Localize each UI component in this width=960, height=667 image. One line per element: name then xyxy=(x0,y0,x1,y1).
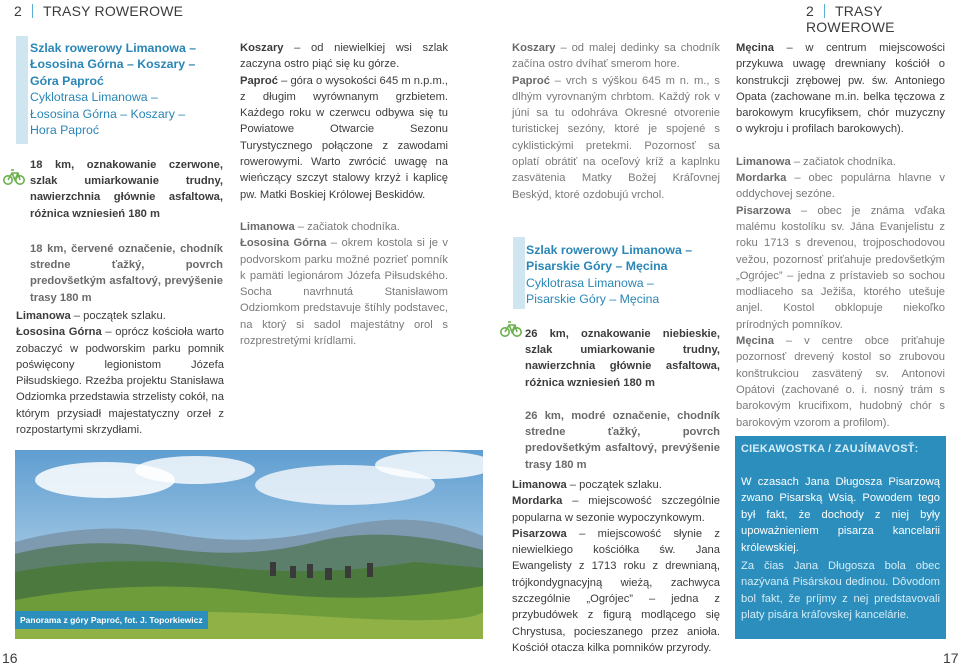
paragraph xyxy=(240,40,448,73)
route1-sk-text-col3 xyxy=(512,40,720,203)
place-name: Koszary xyxy=(512,42,556,54)
paragraph-text: – obec populárna hlavne v oddychovej sezóne. xyxy=(736,172,945,201)
place-name: Limanowa xyxy=(240,220,295,233)
paragraph-text: – miejscowość szczególnie popularna w sezonie wypoczynkowym. xyxy=(512,495,720,524)
route1-title-pl-line2: Łososina Górna – Koszary – xyxy=(30,57,196,72)
panorama-photo xyxy=(15,450,483,639)
route2-spec-sk: 26 km, modré označenie, chodník stredne ťažký, povrch predovšetkým asfaltový, prevýšenie trasy 180 m xyxy=(525,410,720,471)
route1-title-pl-line3: Góra Paproć xyxy=(30,73,104,88)
curiosity-text-sk: Za čias Jana Długosza bola obec nazývaná Pisárskou dedinou. Dôvodom bol fakt, že príjmy z nej predstavovali platy pisára kráľovskej kancelárie. xyxy=(741,560,940,622)
page-number-right: 17 xyxy=(943,650,959,666)
place-name: Koszary xyxy=(240,42,284,54)
route2-pl-text-col3 xyxy=(512,477,720,656)
paragraph xyxy=(512,526,720,656)
title-accent-bar xyxy=(513,237,525,309)
route1-pl-text-col1 xyxy=(16,308,224,450)
place-name: Paproć xyxy=(240,74,278,87)
paragraph-text: – oprócz kościoła warto zobaczyć w podworskim parku pomnik poświęcony legionistom Józefa Piłsudskiego. Rzeźba projektu Stanisława Odziomka przedstawia strzelisty cokół, na którym przysiadł majestatyczny orzeł z rozpostartymi skrzydłami. xyxy=(16,326,224,437)
place-name: Mordarka xyxy=(736,172,787,185)
right-chapter-title: TRASY ROWEROWE xyxy=(806,3,895,35)
place-name: Paproć xyxy=(512,74,550,87)
left-header xyxy=(14,3,183,19)
paragraph-text: – vrch s výškou 645 m n. m., s dlhým vyrovnaným chrbtom. Každý rok v júni sa tu odohráva Okresné otvorenie turistickej sezóny, ktoré je spojené s cyklistickými pretekmi. Pozornosť sa oplatí obrátiť na oceľový kríž a kaplnku zasvätenia Matky Božej Kráľovnej Beskýd, ktoré ozdobujú vrchol. xyxy=(512,74,720,201)
paragraph xyxy=(512,73,720,203)
route2-title-sk-line1: Cyklotrasa Limanowa – xyxy=(526,275,654,290)
place-name: Pisarzowa xyxy=(736,204,791,217)
header-divider xyxy=(32,4,33,18)
right-header xyxy=(806,3,960,35)
paragraph xyxy=(16,324,224,438)
header-divider xyxy=(824,4,825,18)
title-accent-bar xyxy=(16,36,28,144)
route1-spec-pl: 18 km, oznakowanie czerwone, szlak umiarkowanie trudny, nawierzchnia głównie asfaltowa, różnica wzniesień 180 m xyxy=(30,159,223,220)
place-name: Limanowa xyxy=(512,479,567,491)
route1-spec-sk: 18 km, červené označenie, chodník stredne ťažký, povrch predovšetkým asfaltový, prevýšenie trasy 180 m xyxy=(30,243,223,304)
paragraph xyxy=(736,203,945,333)
curiosity-label: CIEKAWOSTKA / ZAUJÍMAVOSŤ: xyxy=(741,443,919,455)
place-name: Mordarka xyxy=(512,495,563,508)
place-name: Łososina Górna xyxy=(16,326,102,339)
bicycle-icon xyxy=(2,164,26,188)
place-name: Łososina Górna xyxy=(240,237,327,250)
paragraph-text: – začiatok chodníka. xyxy=(294,220,400,233)
route2-pl-text-col4 xyxy=(736,40,945,431)
paragraph xyxy=(512,40,720,73)
place-name: Męcina xyxy=(736,42,774,54)
route2-spec-pl: 26 km, oznakowanie niebieskie, szlak umiarkowanie trudny, nawierzchnia głównie asfaltowa, różnica wzniesień 180 m xyxy=(525,328,720,389)
place-name: Pisarzowa xyxy=(512,527,567,540)
paragraph xyxy=(16,308,224,324)
paragraph xyxy=(240,219,448,235)
paragraph-text: – obec je známa vďaka malému kostolíku sv. Jána Evanjelistu z roku 1713 s drevenou, trojposchodovou vežou, pozornosť priťahuje predovšetkým „Ogrójec” – jedna z prístavieb so sochou modliaceho sa Ježiša, ktorého utešuje anjel. Kostol obklopuje niekoľko prírodných pomníkov. xyxy=(736,204,945,331)
paragraph-text: – začiatok chodníka. xyxy=(790,155,896,168)
paragraph-text: – początek szlaku. xyxy=(566,479,662,491)
route2-sk-text xyxy=(736,154,945,431)
place-name: Limanowa xyxy=(736,155,791,168)
paragraph xyxy=(736,154,945,170)
route2-title-pl-line1: Szlak rowerowy Limanowa – xyxy=(526,243,693,257)
route2-title xyxy=(526,242,726,308)
curiosity-text-pl: W czasach Jana Długosza Pisarzową zwano Pisarską Wsią. Powodem tego był fakt, że dochody z niej były upoważnieniem pisarza kancelarii królewskiej. xyxy=(741,476,940,554)
route1-title-sk-line2: Łososina Górna – Koszary – xyxy=(30,106,186,121)
paragraph-text: – początek szlaku. xyxy=(70,310,166,322)
route1-title xyxy=(30,40,230,138)
paragraph-text: – okrem kostola si je v podvorskom parku možné pozrieť pomník k pamäti legionárom Józefa Piłsudského. Socha navrhnutá Stanisławom Odziomkom predstavuje štíhly podstavec, na ktorý si sadol majestátny orol s rozprestretými krídlami. xyxy=(240,237,448,348)
route1-sk-text xyxy=(240,219,448,349)
paragraph-text: – od niewielkiej wsi szlak zaczyna ostro piąć się ku górze. xyxy=(240,42,448,71)
place-name: Męcina xyxy=(736,335,774,348)
page-number-left: 16 xyxy=(2,650,18,666)
paragraph xyxy=(240,235,448,349)
right-chapter-number: 2 xyxy=(806,3,814,19)
paragraph-text: – w centrum miejscowości przykuwa uwagę drewniany kościół o konstrukcji zrębowej pw. św. Antoniego Opata (zachowane m.in. belka tęczowa z barokowym krucyfiksem, chór muzyczny o wykroju i profilach barokowych). xyxy=(736,42,945,136)
left-chapter-number: 2 xyxy=(14,3,22,19)
paragraph xyxy=(736,333,945,431)
paragraph-text: – od malej dedinky sa chodník začína ostro dvíhať smerom hore. xyxy=(512,42,720,71)
paragraph xyxy=(512,477,720,493)
route1-title-sk-line1: Cyklotrasa Limanowa – xyxy=(30,90,158,105)
paragraph xyxy=(736,40,945,138)
paragraph-text: – miejscowość słynie z niewielkiego kościółka św. Jana Ewangelisty z 1713 roku z drewnianą, trójkondygnacyjną wieżą, zachwyca szczególnie „Ogrójec” – jedna z przybudówek z figurą modlącego się Chrystusa, pocieszanego przez anioła. Kościół otacza kilka pomników przyrody. xyxy=(512,527,720,654)
paragraph-text: – góra o wysokości 645 m n.p.m., z długim wyrównanym grzbietem. Każdego roku w czerwcu odbywa się tu Powiatowe Otwarcie Sezonu Turystycznego połączone z zawodami rowerowymi. Warto zwrócić uwagę na wieńczący szczyt stalowy krzyż i kaplicę pw. Matki Boskiej Królowej Beskidów. xyxy=(240,74,448,201)
paragraph xyxy=(512,493,720,526)
route2-title-pl-line2: Pisarskie Góry – Męcina xyxy=(526,259,668,274)
place-name: Limanowa xyxy=(16,310,71,322)
photo-caption: Panorama z góry Paproć, fot. J. Toporkiewicz xyxy=(15,611,208,629)
paragraph xyxy=(736,170,945,203)
route1-title-sk-line3: Hora Paproć xyxy=(30,123,100,138)
paragraph-text: – v centre obce priťahuje pozornosť drevený kostol so zrubovou konštrukciou zasvätený sv. Antonovi Opátovi (zachované o. i. nosný trám s barokovým krucifixom, hudobný chór s barokovým vzorom a profilom). xyxy=(736,335,945,429)
left-chapter-title: TRASY ROWEROWE xyxy=(43,3,184,19)
bicycle-icon xyxy=(499,316,523,340)
route2-title-sk-line2: Pisarskie Góry – Męcina xyxy=(526,292,660,307)
paragraph xyxy=(240,73,448,203)
curiosity-box xyxy=(735,436,946,639)
route1-title-pl-line1: Szlak rowerowy Limanowa – xyxy=(30,41,197,55)
route1-pl-text-col2 xyxy=(240,40,448,349)
